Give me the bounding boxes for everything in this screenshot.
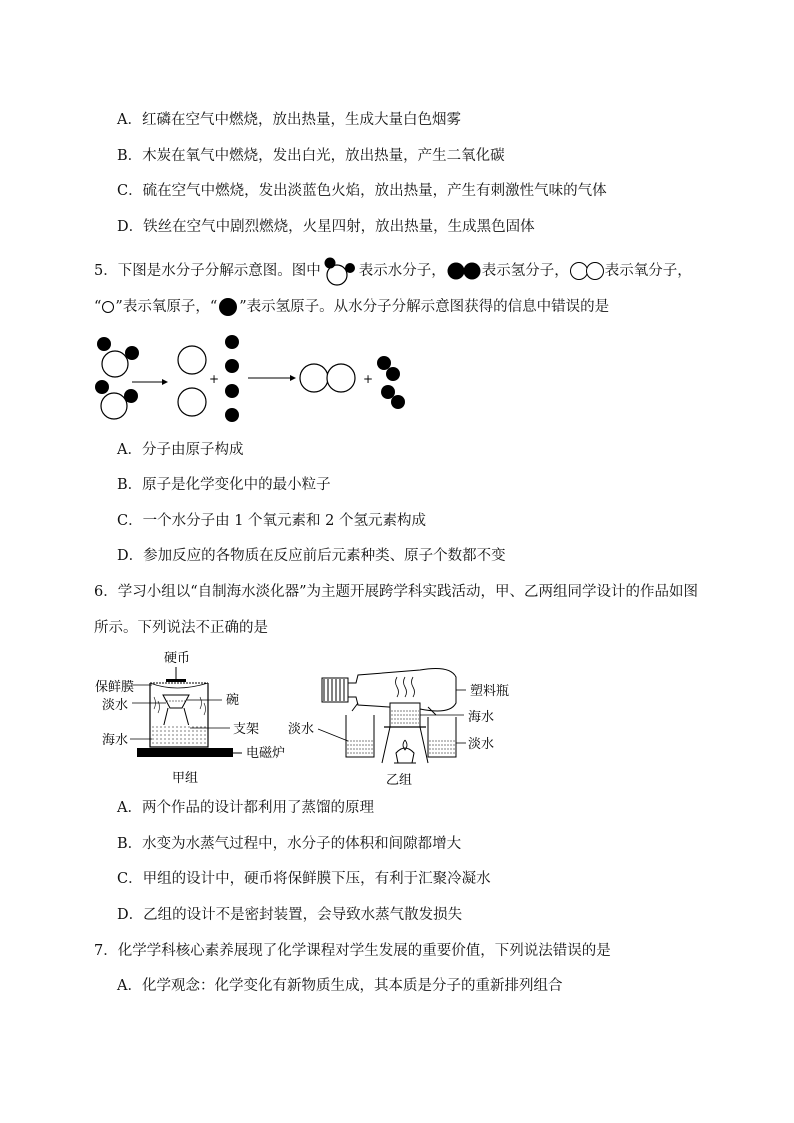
- hydrogen-molecule-icon: [446, 260, 482, 282]
- q6-option-b: B．水变为水蒸气过程中，水分子的体积和间隙都增大: [117, 836, 462, 852]
- plus-sign-1: +: [209, 372, 220, 386]
- label-group-1: 甲组: [172, 771, 199, 786]
- label-coin: 硬币: [164, 651, 191, 666]
- q5-stem-a: 5．下图是水分子分解示意图。图中: [94, 263, 321, 279]
- q5-option-c: C．一个水分子由 1 个氧元素和 2 个氢元素构成: [117, 513, 426, 529]
- q6-option-c: C．甲组的设计中，硬币将保鲜膜下压，有利于汇聚冷凝水: [117, 871, 491, 887]
- oxygen-molecule-icon: [569, 260, 605, 282]
- q5-stem-c: 表示氢分子，: [481, 263, 569, 279]
- water-molecule-icon: [321, 255, 359, 287]
- label-fresh-water-1: 淡水: [102, 698, 129, 713]
- label-bottle: 塑料瓶: [470, 684, 510, 699]
- label-stove: 电磁炉: [246, 746, 286, 761]
- q4-option-b: B．木炭在氧气中燃烧，发出白光，放出热量，产生二氧化碳: [117, 148, 505, 164]
- q5-stem2-b: ”表示氧原子，“: [115, 299, 218, 315]
- label-fresh-water-2: 淡水: [288, 722, 315, 737]
- q5-option-a: A．分子由原子构成: [117, 442, 244, 458]
- label-sea-water-1: 海水: [102, 733, 129, 748]
- q5-stem2-a: “: [94, 299, 102, 315]
- label-stand: 支架: [233, 722, 260, 737]
- q5-option-b: B．原子是化学变化中的最小粒子: [117, 477, 331, 493]
- q6-option-d: D．乙组的设计不是密封装置，会导致水蒸气散发损失: [117, 907, 463, 923]
- q5-stem-b: 表示水分子，: [358, 263, 446, 279]
- plus-sign-2: +: [363, 372, 374, 386]
- q5-stem-d: 表示氧分子，: [604, 263, 692, 279]
- hydrogen-atom-icon: [217, 297, 239, 317]
- q5-stem-line1: [94, 255, 692, 287]
- q4-option-d: D．铁丝在空气中剧烈燃烧，火星四射，放出热量，生成黑色固体: [117, 219, 535, 235]
- label-sea-water-2: 海水: [468, 710, 495, 725]
- oxygen-atom-icon: [101, 300, 115, 314]
- label-fresh-water-3: 淡水: [468, 737, 495, 752]
- q7-stem: 7．化学学科核心素养展现了化学课程对学生发展的重要价值，下列说法错误的是: [94, 943, 611, 959]
- label-film: 保鲜膜: [95, 680, 135, 695]
- q5-option-d: D．参加反应的各物质在反应前后元素种类、原子个数都不变: [117, 548, 506, 564]
- q5-stem-line2: [94, 297, 609, 317]
- q6-option-a: A．两个作品的设计都利用了蒸馏的原理: [117, 800, 374, 816]
- water-decomposition-diagram: [90, 330, 420, 430]
- q6-stem-line1: 6．学习小组以“自制海水淡化器”为主题开展跨学科实践活动，甲、乙两组同学设计的作品如图: [94, 584, 699, 600]
- label-bowl: 碗: [226, 693, 240, 708]
- q5-stem2-c: ”表示氢原子。从水分子分解示意图获得的信息中错误的是: [239, 299, 610, 315]
- q7-option-a: A．化学观念：化学变化有新物质生成，其本质是分子的重新排列组合: [117, 978, 563, 994]
- q4-option-a: A．红磷在空气中燃烧，放出热量，生成大量白色烟雾: [117, 112, 461, 128]
- desalination-apparatus-figure: [90, 645, 530, 790]
- label-group-2: 乙组: [386, 773, 413, 788]
- q6-stem-line2: 所示。下列说法不正确的是: [94, 620, 268, 636]
- q4-option-c: C．硫在空气中燃烧，发出淡蓝色火焰，放出热量，产生有刺激性气味的气体: [117, 183, 607, 199]
